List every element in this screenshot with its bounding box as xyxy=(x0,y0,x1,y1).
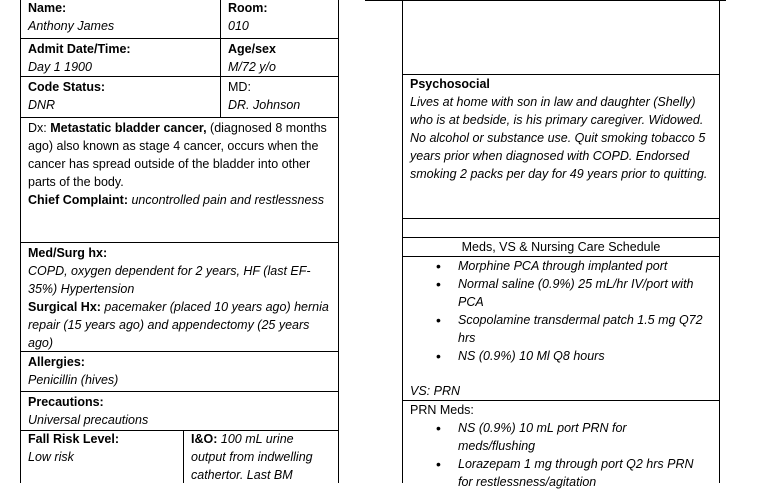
psychosocial-label: Psychosocial xyxy=(410,77,490,91)
med-surg-value: COPD, oxygen dependent for 2 years, HF (last EF-35%) Hypertension xyxy=(28,264,311,296)
io-cell xyxy=(184,430,338,484)
admit-cell xyxy=(21,40,220,76)
schedule-item: • NS (0.9%) 10 Ml Q8 hours xyxy=(410,347,703,365)
code-status-value: DNR xyxy=(28,98,56,112)
psychosocial-value: Lives at home with son in law and daughter (Shelly) who is at bedside, is his primary caregiver. Widowed. No alcohol or substance use. Quit smoking tobacco 5 years prior when diagnosed with COPD. Endorsed smoking 2 packs per day for 49 years prior to quitting. xyxy=(410,95,708,181)
fall-risk-label: Fall Risk Level: xyxy=(28,432,120,446)
schedule-item: • Scopolamine transdermal patch 1.5 mg Q72 hrs xyxy=(410,311,703,347)
precautions-value: Universal precautions xyxy=(28,413,149,427)
schedule-header: Meds, VS & Nursing Care Schedule xyxy=(461,240,661,254)
left-rule xyxy=(20,76,339,77)
psychosocial-cell xyxy=(403,75,719,183)
io-value: 100 mL urine output from indwelling cathertor. Last BM xyxy=(191,432,313,482)
right-rule xyxy=(402,218,720,219)
diagnosis-text xyxy=(28,119,331,191)
io-label: I&O: xyxy=(191,432,218,446)
name-cell xyxy=(21,0,220,35)
left-rule xyxy=(20,242,339,243)
dx-rest: (diagnosed 8 months ago) also known as stage 4 cancer, occurs when the cancer has spread outside of the bladder into other parts of the body. xyxy=(28,121,327,189)
code-status-label: Code Status: xyxy=(28,80,106,94)
prn-list xyxy=(410,419,703,491)
md-label: MD: xyxy=(228,80,251,94)
vs-label: VS: PRN xyxy=(410,384,461,398)
fall-risk-value: Low risk xyxy=(28,450,74,464)
left-rule xyxy=(20,391,339,392)
chief-complaint xyxy=(28,191,331,209)
med-surg-cell xyxy=(21,244,338,352)
fall-risk-cell xyxy=(21,430,183,466)
age-value: M/72 y/o xyxy=(228,60,276,74)
right-top-rule xyxy=(365,0,726,1)
schedule-item: • Morphine PCA through implanted port xyxy=(410,257,703,275)
surgical-history xyxy=(28,298,331,352)
precautions-cell xyxy=(21,393,338,429)
room-value: 010 xyxy=(228,19,249,33)
admit-value: Day 1 1900 xyxy=(28,60,92,74)
dx-prefix: Dx: xyxy=(28,121,51,135)
prn-cell xyxy=(403,401,719,491)
right-border-right xyxy=(719,0,720,483)
age-cell xyxy=(221,40,338,76)
name-label: Name: xyxy=(28,1,67,15)
diagnosis-cell xyxy=(21,119,338,209)
schedule-cell xyxy=(403,257,719,365)
chief-complaint-label: Chief Complaint: xyxy=(28,193,128,207)
name-value: Anthony James xyxy=(28,19,115,33)
chief-complaint-value: uncontrolled pain and restlessness xyxy=(128,193,324,207)
age-label: Age/sex xyxy=(228,42,276,56)
prn-item: • NS (0.9%) 10 mL port PRN for meds/flushing xyxy=(410,419,703,455)
left-rule xyxy=(20,117,339,118)
md-value: DR. Johnson xyxy=(228,98,301,112)
allergies-cell xyxy=(21,353,338,389)
schedule-list xyxy=(410,257,703,365)
surgical-value: pacemaker (placed 10 years ago) hernia repair (15 years ago) and appendectomy (25 years ago) xyxy=(28,300,329,350)
med-surg-label: Med/Surg hx: xyxy=(28,246,108,260)
left-rule xyxy=(20,38,339,39)
schedule-item: • Normal saline (0.9%) 25 mL/hr IV/port with PCA xyxy=(410,275,703,311)
md-cell xyxy=(221,78,338,114)
code-status-cell xyxy=(21,78,220,114)
surgical-label: Surgical Hx: xyxy=(28,300,101,314)
dx-bold: Metastatic bladder cancer, xyxy=(50,121,207,135)
allergies-value: Penicillin (hives) xyxy=(28,373,119,387)
admit-label: Admit Date/Time: xyxy=(28,42,131,56)
io-text xyxy=(191,430,331,484)
prn-item: • Lorazepam 1 mg through port Q2 hrs PRN for restlessness/agitation xyxy=(410,455,703,491)
room-cell xyxy=(221,0,338,35)
prn-label: PRN Meds: xyxy=(410,403,474,417)
room-label: Room: xyxy=(228,1,268,15)
precautions-label: Precautions: xyxy=(28,395,104,409)
allergies-label: Allergies: xyxy=(28,355,85,369)
